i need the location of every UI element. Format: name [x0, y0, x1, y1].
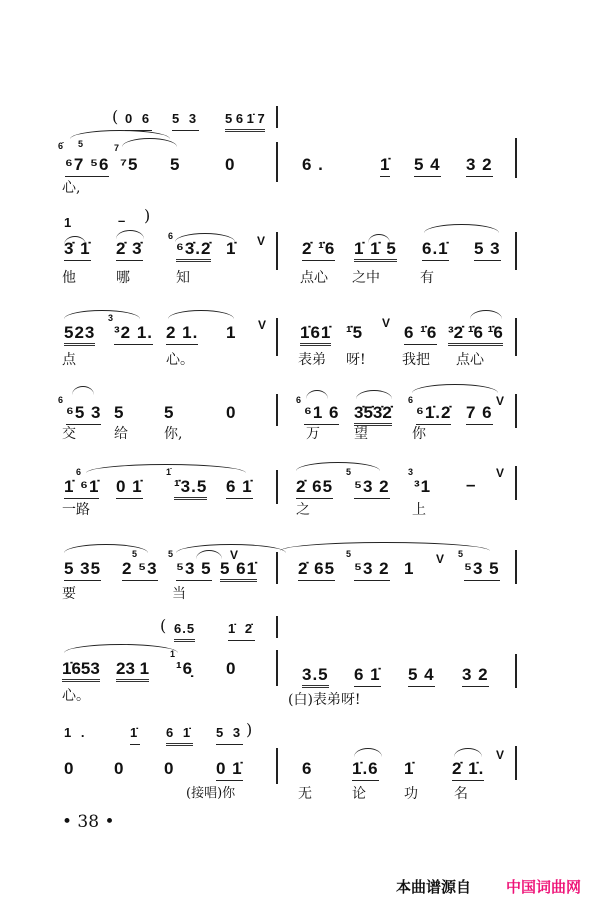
note-group: 2 1.	[166, 324, 198, 345]
instrumental-close-paren: )	[246, 720, 253, 739]
slur	[116, 230, 144, 239]
slur	[412, 384, 498, 393]
barline	[276, 748, 278, 784]
slur	[296, 462, 380, 471]
note: 5	[164, 403, 175, 422]
lyric: 论	[352, 786, 366, 802]
lyric: 给	[114, 426, 128, 442]
grace-note: 3	[108, 313, 114, 323]
rest: 0	[226, 659, 237, 678]
note-group: 1̇653	[62, 660, 100, 682]
note-group: ⁵3 2	[354, 560, 390, 581]
lyric: 名	[454, 786, 468, 802]
barline	[515, 232, 517, 270]
lyric: 哪	[116, 270, 130, 286]
note-group: 2 ⁵3	[122, 560, 158, 581]
grace-note: 6	[168, 231, 174, 241]
slur	[470, 310, 502, 319]
breath-mark: V	[257, 234, 266, 248]
instrumental-open-paren: (	[160, 616, 167, 635]
grace-note: 5	[346, 549, 352, 559]
note-group: 3̇5̇3̇2̇	[354, 404, 392, 426]
note-group: ⁵3 5	[464, 560, 500, 581]
instr-note-group: 6 1̇	[166, 724, 193, 746]
note-group: ⁶3̇.2̇	[176, 240, 211, 262]
instr-note-group: 5 6 1̇ 7	[225, 110, 265, 132]
barline	[515, 746, 517, 780]
slur	[72, 386, 94, 395]
lyric: 你	[412, 426, 426, 442]
grace-note: 1̇	[166, 467, 172, 477]
rest: 0	[226, 403, 237, 422]
note-group: 2̇ 65	[298, 560, 335, 581]
sustain-dash: –	[466, 475, 477, 494]
grace-note: 5	[78, 139, 84, 149]
note-group: 1̇61̇	[300, 324, 331, 346]
note: ⁷5	[120, 155, 139, 174]
breath-mark: V	[496, 394, 505, 408]
grace-note: 5	[168, 549, 174, 559]
instr-note: 1 .	[64, 725, 88, 740]
note-group: 2̇ 3̇	[116, 240, 143, 261]
barline	[276, 106, 278, 128]
note-group: ³2̇ ¹̇6 ¹̇6	[448, 324, 503, 346]
slur	[168, 310, 234, 319]
note: 6	[302, 759, 313, 778]
note-group: 3 2	[462, 666, 489, 687]
lyric: 点心	[456, 352, 484, 368]
lyric: 心。	[166, 352, 194, 368]
note: 1	[404, 559, 415, 578]
note: ³1	[414, 477, 432, 496]
note-group: 6 1̇	[354, 666, 381, 687]
note-group: 3.5	[302, 666, 329, 688]
note-group: 3̇ 1̇	[64, 240, 91, 261]
barline	[515, 394, 517, 428]
grace-note: 6	[296, 395, 302, 405]
grace-note: 5	[346, 467, 352, 477]
instr-note: 1	[64, 215, 75, 230]
breath-mark: V	[230, 548, 239, 562]
barline	[515, 466, 517, 500]
lyric: 点心	[300, 270, 328, 286]
breath-mark: V	[496, 466, 505, 480]
rest: 0	[164, 759, 175, 778]
note-group: 7 6	[466, 404, 493, 425]
note-group: ⁶5 3	[66, 404, 101, 425]
note-group: 1̇ ⁶1̇	[64, 478, 99, 499]
breath-mark: V	[436, 552, 445, 566]
lyric: 心。	[62, 688, 90, 704]
lyric: 之中	[352, 270, 380, 286]
barline	[276, 318, 278, 356]
instr-dash: –	[118, 213, 129, 228]
rest: 0	[64, 759, 75, 778]
note: 5	[170, 155, 181, 174]
instr-note-group: 5 3	[216, 724, 243, 745]
barline	[515, 318, 517, 356]
lyric: 我把	[402, 352, 430, 368]
grace-note: 5	[132, 549, 138, 559]
barline	[276, 616, 278, 638]
barline	[515, 654, 517, 688]
lyric: 要	[62, 586, 76, 602]
note-group: ⁶1 6	[304, 404, 339, 425]
note: 1̇	[226, 239, 237, 258]
grace-note: 3	[408, 467, 414, 477]
note-group: ³2 1.	[114, 324, 153, 345]
note-group: ⁵3 5	[176, 560, 212, 581]
lyric: (白)表弟呀!	[288, 692, 361, 708]
note: 5	[114, 403, 125, 422]
instrumental-open-paren: (	[112, 107, 119, 126]
note-group: 5 35	[64, 560, 101, 581]
instrumental-close-paren: )	[144, 206, 151, 225]
note: 6 .	[302, 155, 324, 174]
note-group: 2̇ 1̇.	[452, 760, 484, 781]
slur	[306, 390, 328, 399]
note-group: 2̇ 65	[296, 478, 333, 499]
lyric: 他	[62, 270, 76, 286]
breath-mark: V	[496, 748, 505, 762]
note-group: ⁵3 2	[354, 478, 390, 499]
note-group: 5 3	[474, 240, 501, 261]
lyric: 你,	[164, 426, 183, 442]
note-group: 1̇ 1̇ 5	[354, 240, 397, 262]
lyric: 心,	[62, 180, 81, 196]
slur	[64, 310, 140, 319]
lyric: 当	[172, 586, 186, 602]
barline	[515, 550, 517, 584]
breath-mark: V	[258, 318, 267, 332]
barline	[276, 470, 278, 504]
lyric: 点	[62, 352, 76, 368]
instr-note: 1̇	[130, 724, 140, 745]
lyric: 功	[404, 786, 418, 802]
slur	[424, 224, 499, 233]
note-group: ⁶7 ⁵6	[65, 156, 109, 177]
note-group: 2̇ ¹̇6	[302, 240, 335, 261]
note-group: 6 1̇	[226, 478, 253, 499]
note-group: 5 4	[414, 156, 441, 177]
barline	[276, 232, 278, 270]
lyric: 一路	[62, 502, 90, 518]
slur	[356, 390, 392, 399]
rest: 0	[114, 759, 125, 778]
note-group: 5 61̇	[220, 560, 257, 582]
lyric: 望	[354, 426, 368, 442]
note: ¹̇5	[346, 323, 364, 342]
slur	[64, 644, 178, 653]
lyric: 无	[298, 786, 312, 802]
instr-note-group: 1̇ 2̇	[228, 620, 255, 641]
grace-note: 6̇	[58, 141, 64, 151]
barline	[276, 394, 278, 426]
grace-note: 6	[58, 395, 64, 405]
breath-mark: V	[382, 316, 391, 330]
lyric: 万	[306, 426, 320, 442]
lyric: 知	[176, 270, 190, 286]
instr-note-group: 0 6	[125, 110, 152, 131]
slur	[122, 138, 177, 147]
note-group: 6.1̇	[422, 240, 449, 261]
note-group: 523	[64, 324, 95, 346]
lyric: 上	[412, 502, 426, 518]
grace-note: 5	[458, 549, 464, 559]
note-group: 23 1	[116, 660, 149, 682]
lyric: 呀!	[346, 352, 366, 368]
note: 1̇	[380, 156, 390, 177]
rest: 0	[225, 155, 236, 174]
note-group: 5 4	[408, 666, 435, 687]
lyric: 交	[62, 426, 76, 442]
barline	[515, 138, 517, 178]
note-group: 6 ¹̇6	[404, 324, 437, 345]
instr-note-group: 5 3	[172, 110, 199, 131]
note: 1̇	[404, 759, 415, 778]
lyric: (接唱)你	[186, 786, 236, 801]
note: 1	[226, 323, 237, 342]
slur	[354, 748, 382, 757]
grace-note: 1	[170, 649, 176, 659]
instr-note-group: 6.5	[174, 620, 195, 642]
note-group: 3 2	[466, 156, 493, 177]
grace-note: 6	[408, 395, 414, 405]
footer-site-link[interactable]: 中国词曲网	[506, 878, 582, 896]
lyric: 表弟	[298, 352, 326, 368]
note-group: 0 1̇	[216, 760, 243, 781]
barline	[276, 650, 278, 686]
grace-note: 6	[76, 467, 82, 477]
slur	[454, 748, 482, 757]
lyric: 之	[296, 502, 310, 518]
barline	[276, 142, 278, 182]
note-group: 0 1̇	[116, 478, 143, 499]
note: ¹6̣	[176, 659, 194, 678]
lyric: 有	[420, 270, 434, 286]
page-number: • 38 •	[62, 812, 115, 832]
grace-note: 7	[114, 143, 120, 153]
footer-source-label: 本曲谱源自	[396, 878, 472, 896]
note-group: ¹̇3.5	[174, 478, 207, 500]
note-group: 1̇.6	[352, 760, 379, 781]
note-group: ⁶1̇.2̇	[416, 404, 451, 425]
barline	[276, 552, 278, 584]
